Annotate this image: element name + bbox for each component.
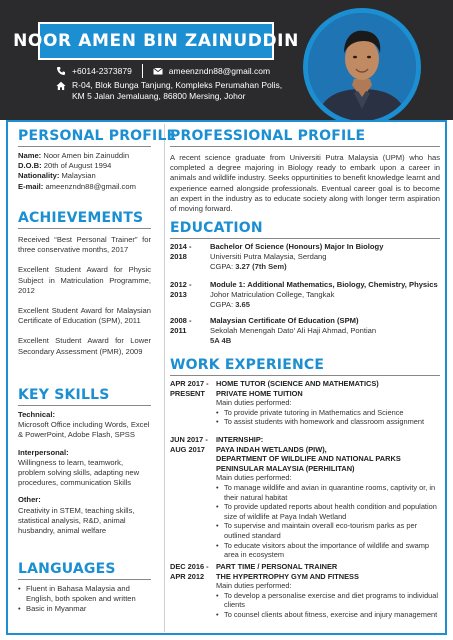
other-skills: Creativity in STEM, teaching skills, statistical analysis, R&D, animal husbandry, animal welfare <box>18 505 135 536</box>
edu-grade: 3.27 (7th Sem) <box>235 262 287 272</box>
nationality-value: Malaysian <box>61 171 96 181</box>
edu-start: 2012 - <box>170 280 192 289</box>
language-item: Fluent in Bahasa Malaysia and English, both spoken and written <box>26 584 136 604</box>
achievements-rule <box>18 228 151 229</box>
work-entry: DEC 2016 - APR 2012 PART TIME / PERSONAL TRAINER THE HYPERTROPHY GYM AND FITNESS Main duties performed: • To develop a personalise exercise and diet programs to individual clients • To counsel clients about fitness, exercise and injury management <box>170 562 442 620</box>
edu-grade-label: CGPA: <box>210 300 236 310</box>
personal-profile-rule <box>18 146 151 147</box>
work-end: PRESENT <box>170 388 205 398</box>
edu-grade: 3.65 <box>235 300 250 310</box>
personal-profile-heading: PERSONAL PROFILE <box>18 128 177 144</box>
professional-profile-rule <box>170 146 440 147</box>
education-entry <box>170 280 440 311</box>
achievement-item: Excellent Student Award for Lower Secondary Assessment (PMR), 2009 <box>18 336 151 356</box>
edu-place: Sekolah Menengah Dato' Ali Haji Ahmad, Pontian <box>210 326 377 336</box>
achievements-heading: ACHIEVEMENTS <box>18 210 144 226</box>
dob-label: D.O.B: <box>18 161 42 171</box>
profile-photo <box>308 13 416 121</box>
work-employer: DEPARTMENT OF WILDLIFE AND NATIONAL PARKS PENINSULAR MALAYSIA (PERHILITAN) <box>216 454 401 473</box>
work-bullet: To counsel clients about fitness, exercise and injury management <box>224 609 438 619</box>
key-skills-heading: KEY SKILLS <box>18 387 110 403</box>
work-bullet: To assist students with homework and classroom assignment <box>224 417 425 427</box>
edu-place: Universiti Putra Malaysia, Serdang <box>210 252 327 262</box>
work-start: DEC 2016 - <box>170 562 209 571</box>
languages-list: • Fluent in Bahasa Malaysia and English, both spoken and written • Basic in Myanmar <box>18 584 151 615</box>
edu-end: 2011 <box>170 326 187 336</box>
work-experience-heading: WORK EXPERIENCE <box>170 357 325 373</box>
work-employer: PRIVATE HOME TUITION <box>216 388 303 398</box>
work-bullet: To provide private tutoring in Mathematics and Science <box>224 407 404 417</box>
professional-profile-heading: PROFESSIONAL PROFILE <box>170 128 366 144</box>
email-label: E-mail: <box>18 181 44 191</box>
name-label: Name: <box>18 151 42 160</box>
achievement-item: Excellent Student Award for Malaysian Certificate of Education (SPM), 2011 <box>18 306 151 326</box>
work-title: HOME TUTOR (SCIENCE AND MATHEMATICS) <box>216 379 379 388</box>
technical-label: Technical: <box>18 410 55 419</box>
edu-grade: 5A 4B <box>210 336 232 346</box>
portrait-illustration <box>308 13 416 121</box>
full-name: NOOR AMEN BIN ZAINUDDIN <box>13 31 299 51</box>
address-line-1: R-04, Blok Bunga Tanjung, Kompleks Perumahan Polis, <box>72 80 283 90</box>
other-label: Other: <box>18 495 41 505</box>
work-duties-label: Main duties performed: <box>216 473 292 483</box>
nationality-label: Nationality: <box>18 171 60 181</box>
work-end: AUG 2017 <box>170 444 205 454</box>
achievements-list <box>18 235 151 367</box>
work-entry: JUN 2017 - AUG 2017 INTERNSHIP: PAYA INDAH WETLANDS (PIW), DEPARTMENT OF WILDLIFE AND NATIONAL PARKS PENINSULAR MALAYSIA (PERHILITAN) Main duties performed: • To manage wildlife and avian in quarantine rooms, captivity or, in their natural habitat • To provide updated reports about health condition and population size of wildlife at Paya Indah Wetland • To supervise and maintain overall eco-tourism parks as per outlined standard • To educate visitors about the importance of wildlife and swamp area in ecosystem <box>170 435 442 560</box>
mail-icon <box>153 66 163 76</box>
work-title: PART TIME / PERSONAL TRAINER <box>216 562 338 571</box>
work-start: APR 2017 - <box>170 379 209 388</box>
achievement-item: Received “Best Personal Trainer” for three conservative months, 2017 <box>18 235 151 255</box>
key-skills-rule <box>18 405 151 406</box>
address <box>56 80 282 102</box>
contact-row <box>56 64 270 78</box>
education-entry <box>170 242 440 273</box>
work-bullet: To develop a personalise exercise and diet programs to individual clients <box>224 590 439 610</box>
edu-start: 2008 - <box>170 316 192 325</box>
education-heading: EDUCATION <box>170 220 263 236</box>
work-duties-label: Main duties performed: <box>216 581 292 591</box>
edu-title: Malaysian Certificate Of Education (SPM) <box>210 316 359 325</box>
interpersonal-skills: Willingness to learn, teamwork, problem solving skills, adapting new procedures, communication Skills <box>18 457 140 488</box>
work-experience-rule <box>170 375 440 376</box>
work-start: JUN 2017 - <box>170 435 208 444</box>
phone-icon <box>56 66 66 76</box>
contact-divider <box>142 64 143 78</box>
work-employer: THE HYPERTROPHY GYM AND FITNESS <box>216 571 359 581</box>
work-end: APR 2012 <box>170 571 205 581</box>
work-duties-label: Main duties performed: <box>216 398 292 408</box>
column-divider <box>164 124 165 632</box>
technical-skills: Microsoft Office including Words, Excel & PowerPoint, Adobe Flash, SPSS <box>18 420 150 440</box>
home-icon <box>56 81 66 91</box>
edu-title: Module 1: Additional Mathematics, Biology, Chemistry, Physics <box>210 280 438 289</box>
professional-profile-text: A recent science graduate from Universiti Putra Malaysia (UPM) who has completed a degree majoring in Biology ready to embark upon a career in animals and wildlife industry. Seeks oppurtinities to benefit knowledge learnt and experience earned alongside professionals. Eventual career goal is to become an expert in the industry as to educate society along with longer term aspiration of moving forward. <box>170 153 441 214</box>
personal-profile-details <box>18 151 151 192</box>
address-line-2: KM 5 Jalan Jemaluang, 86800 Mersing, Johor <box>72 91 246 101</box>
phone-number: +6014-2373879 <box>72 66 132 76</box>
edu-start: 2014 - <box>170 242 192 251</box>
email-value: ameenzndn88@gmail.com <box>45 181 136 191</box>
language-item: Basic in Myanmar <box>26 604 87 614</box>
dob-value: 20th of August 1994 <box>43 161 112 171</box>
name-value: Noor Amen bin Zainuddin <box>43 151 130 160</box>
key-skills-list <box>18 410 151 543</box>
edu-title: Bachelor Of Science (Honours) Major In Biology <box>210 242 384 251</box>
work-bullet: To manage wildlife and avian in quarantine rooms, captivity or, in their natural habitat <box>224 482 436 502</box>
work-title: INTERNSHIP: <box>216 435 264 444</box>
work-entry: APR 2017 - PRESENT HOME TUTOR (SCIENCE AND MATHEMATICS) PRIVATE HOME TUITION Main duties performed: • To provide private tutoring in Mathematics and Science • To assist students with homework and classroom assignment <box>170 379 442 427</box>
work-bullet: To provide updated reports about health condition and population size of wildlife at Paya Indah Wetland <box>224 502 437 521</box>
languages-rule <box>18 579 151 580</box>
work-employer: PAYA INDAH WETLANDS (PIW), <box>216 444 327 454</box>
work-bullet: To supervise and maintain overall eco-tourism parks as per outlined standard <box>224 521 418 540</box>
edu-grade-label: CGPA: <box>210 262 236 272</box>
achievement-item: Excellent Student Award for Physic Subject in Matriculation Programme, 2012 <box>18 265 151 295</box>
work-bullet: To educate visitors about the importance of wildlife and swamp area in ecosystem <box>224 540 429 560</box>
education-rule <box>170 238 440 239</box>
interpersonal-label: Interpersonal: <box>18 447 69 457</box>
name-banner <box>13 22 299 60</box>
languages-heading: LANGUAGES <box>18 561 116 577</box>
email-address[interactable]: ameenzndn88@gmail.com <box>168 66 271 76</box>
education-entry <box>170 316 440 347</box>
edu-end: 2013 <box>170 290 187 300</box>
edu-end: 2018 <box>170 252 187 262</box>
edu-place: Johor Matriculation College, Tangkak <box>210 290 335 300</box>
